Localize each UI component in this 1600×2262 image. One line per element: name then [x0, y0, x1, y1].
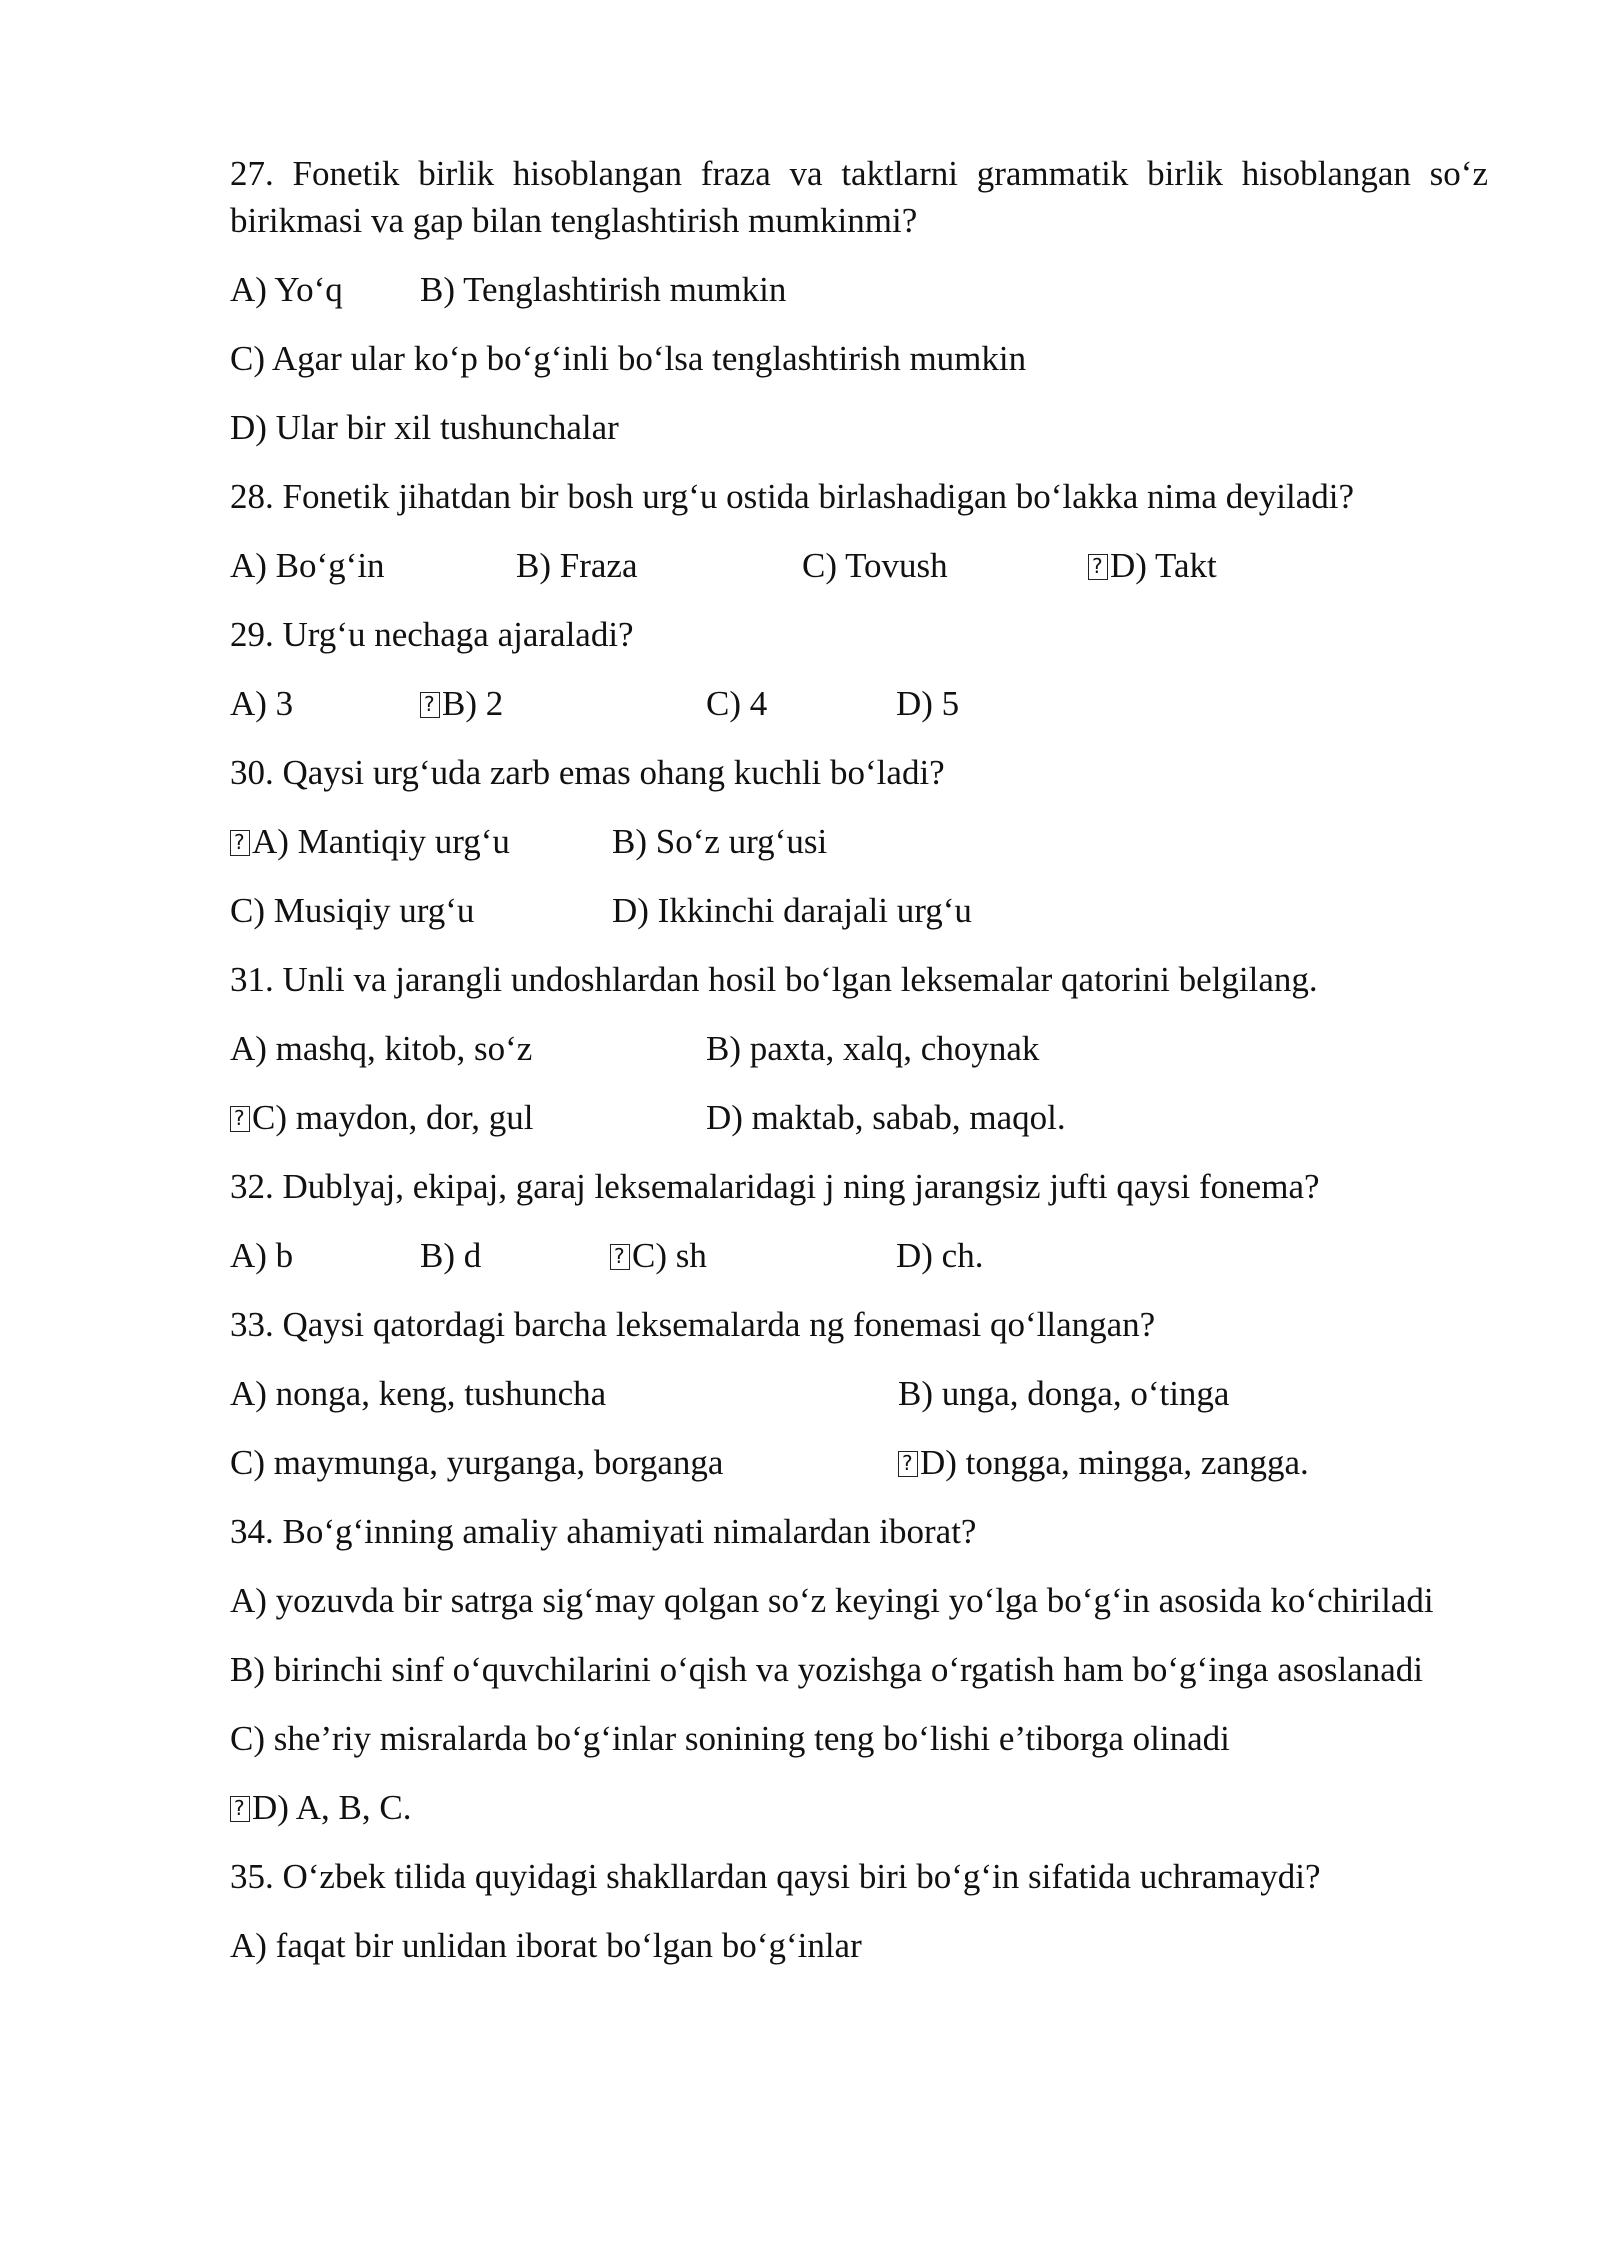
- question-29: [230, 611, 1488, 727]
- option-a: A) nonga, keng, tushuncha: [230, 1374, 607, 1413]
- option-a: A) faqat bir unlidan iborat bo‘lgan bo‘g‘inlar: [230, 1926, 862, 1965]
- option-b-marked: [420, 680, 706, 727]
- option-row: [230, 1025, 1488, 1072]
- missing-glyph-icon: [610, 1244, 630, 1270]
- option-row: [230, 680, 1488, 727]
- option-b: B) unga, donga, o‘tinga: [898, 1374, 1230, 1413]
- option-row: [230, 1232, 1488, 1279]
- option-d: D) 5: [896, 684, 960, 723]
- option-d: D) Ikkinchi darajali urg‘u: [612, 891, 972, 930]
- question-34: [230, 1508, 1488, 1831]
- question-text: 35. O‘zbek tilida quyidagi shakllardan qaysi biri bo‘g‘in sifatida uchramaydi?: [230, 1857, 1321, 1896]
- option-row: [230, 1370, 1488, 1417]
- option-c: C) she’riy misralarda bo‘g‘inlar sonining teng bo‘lishi e’tiborga olinadi: [230, 1719, 1230, 1758]
- option-d: D) Takt: [1110, 546, 1217, 585]
- document-page: [230, 150, 1488, 1991]
- question-33: [230, 1301, 1488, 1486]
- option-c: C) Musiqiy urg‘u: [230, 891, 475, 930]
- option-a: A) Yo‘q: [230, 270, 343, 309]
- missing-glyph-icon: [898, 1451, 918, 1477]
- option-row: [230, 818, 1488, 865]
- option-b: B) paxta, xalq, choynak: [706, 1029, 1040, 1068]
- missing-glyph-icon: [420, 692, 440, 718]
- option-a: A) mashq, kitob, so‘z: [230, 1029, 533, 1068]
- missing-glyph-icon: [1088, 554, 1108, 580]
- option-a: A) Mantiqiy urg‘u: [252, 822, 510, 861]
- question-text: 30. Qaysi urg‘uda zarb emas ohang kuchli bo‘ladi?: [230, 753, 945, 792]
- option-a: A) b: [230, 1236, 294, 1275]
- question-32: [230, 1163, 1488, 1279]
- option-c: C) Tovush: [802, 546, 948, 585]
- option-d-marked: [230, 1784, 1488, 1831]
- option-row: [230, 1439, 1488, 1486]
- option-b: B) d: [420, 1236, 482, 1275]
- question-35: [230, 1853, 1488, 1969]
- option-c-marked: [610, 1232, 896, 1279]
- option-c: C) Agar ular ko‘p bo‘g‘inli bo‘lsa tenglashtirish mumkin: [230, 339, 1027, 378]
- option-d: D) tongga, mingga, zangga.: [920, 1443, 1309, 1482]
- question-text: 27. Fonetik birlik hisoblangan fraza va taktlarni grammatik birlik hisoblangan so‘z birikmasi va gap bilan tenglashtirish mumkinmi?: [230, 154, 1488, 240]
- question-text: 33. Qaysi qatordagi barcha leksemalarda ng fonemasi qo‘llangan?: [230, 1305, 1156, 1344]
- question-text: 34. Bo‘g‘inning amaliy ahamiyati nimalardan iborat?: [230, 1512, 977, 1551]
- option-row: [230, 404, 1488, 451]
- option-b: B) Tenglashtirish mumkin: [420, 270, 787, 309]
- option-a: A) 3: [230, 684, 294, 723]
- question-text: 28. Fonetik jihatdan bir bosh urg‘u ostida birlashadigan bo‘lakka nima deyiladi?: [230, 477, 1354, 516]
- missing-glyph-icon: [230, 1106, 250, 1132]
- option-c: C) sh: [632, 1236, 707, 1275]
- missing-glyph-icon: [230, 1796, 250, 1822]
- question-30: [230, 749, 1488, 934]
- option-b: B) 2: [442, 684, 504, 723]
- option-d-marked: [1088, 542, 1217, 589]
- option-c: C) maymunga, yurganga, borganga: [230, 1443, 724, 1482]
- option-a: A) yozuvda bir satrga sig‘may qolgan so‘z keyingi yo‘lga bo‘g‘in asosida ko‘chiriladi: [230, 1581, 1434, 1620]
- option-b: B) Fraza: [516, 546, 638, 585]
- option-c: C) maydon, dor, gul: [252, 1098, 534, 1137]
- option-c: C) 4: [706, 684, 768, 723]
- option-row: [230, 887, 1488, 934]
- option-a-marked: [230, 818, 612, 865]
- option-row: [230, 266, 1488, 313]
- option-row: [230, 542, 1488, 589]
- question-27: [230, 150, 1488, 451]
- missing-glyph-icon: [230, 830, 250, 856]
- question-text: 31. Unli va jarangli undoshlardan hosil bo‘lgan leksemalar qatorini belgilang.: [230, 960, 1318, 999]
- question-text: 32. Dublyaj, ekipaj, garaj leksemalaridagi j ning jarangsiz jufti qaysi fonema?: [230, 1167, 1320, 1206]
- option-b: B) So‘z urg‘usi: [612, 822, 828, 861]
- option-d: D) A, B, C.: [252, 1788, 412, 1827]
- option-a: A) Bo‘g‘in: [230, 546, 385, 585]
- option-d: D) Ular bir xil tushunchalar: [230, 408, 619, 447]
- question-28: [230, 473, 1488, 589]
- question-text: 29. Urg‘u nechaga ajaraladi?: [230, 615, 634, 654]
- option-row: [230, 1094, 1488, 1141]
- option-b: B) birinchi sinf o‘quvchilarini o‘qish va yozishga o‘rgatish ham bo‘g‘inga asoslanadi: [230, 1650, 1423, 1689]
- option-d-marked: [898, 1439, 1309, 1486]
- option-d: D) ch.: [896, 1236, 984, 1275]
- option-d: D) maktab, sabab, maqol.: [706, 1098, 1066, 1137]
- option-row: [230, 335, 1488, 382]
- option-c-marked: [230, 1094, 706, 1141]
- question-31: [230, 956, 1488, 1141]
